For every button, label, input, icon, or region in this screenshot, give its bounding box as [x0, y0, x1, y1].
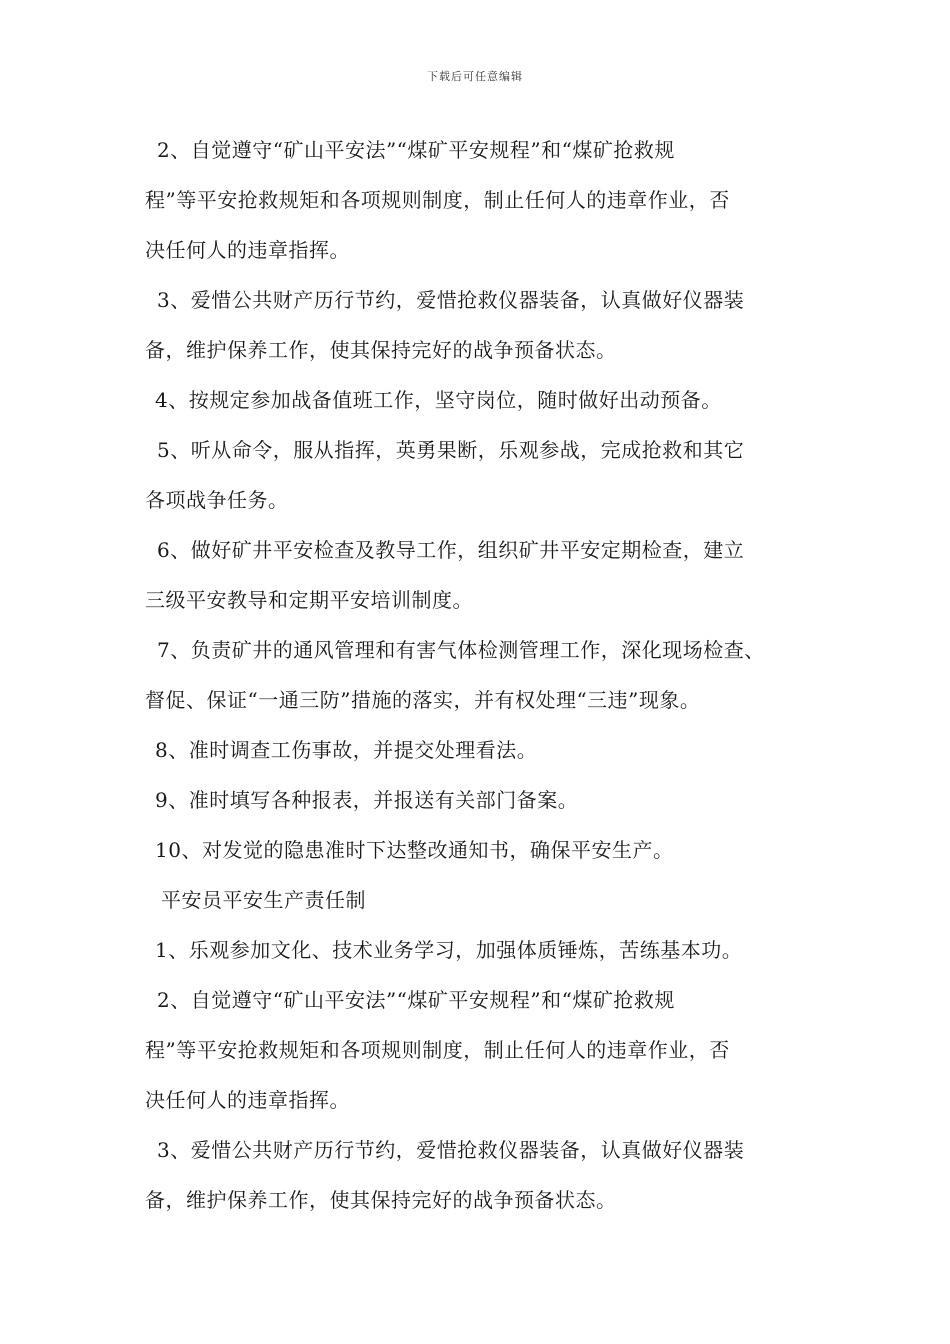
paragraph-line: 程”等平安抢救规矩和各项规则制度，制止任何人的违章作业，否 — [145, 188, 730, 212]
paragraph-line: 4、按规定参加战备值班工作，坚守岗位，随时做好出动预备。 — [155, 388, 722, 412]
paragraph-line: 决任何人的违章指挥。 — [145, 238, 350, 262]
document-body — [145, 125, 825, 1225]
paragraph-line: 2、自觉遵守“矿山平安法”“煤矿平安规程”和“煤矿抢救规 — [157, 988, 675, 1012]
paragraph-line: 决任何人的违章指挥。 — [145, 1088, 350, 1112]
paragraph-line: 9、准时填写各种报表，并报送有关部门备案。 — [155, 788, 579, 812]
paragraph-line: 督促、保证“一通三防”措施的落实，并有权处理“三违”现象。 — [145, 688, 701, 712]
paragraph-line: 10、对发觉的隐患准时下达整改通知书，确保平安生产。 — [155, 838, 674, 862]
paragraph-line: 8、准时调查工伤事故，并提交处理看法。 — [155, 738, 538, 762]
header-note: 下载后可任意编辑 — [427, 70, 523, 83]
paragraph-line: 备，维护保养工作，使其保持完好的战争预备状态。 — [145, 338, 617, 362]
paragraph-line: 6、做好矿井平安检查及教导工作，组织矿井平安定期检查，建立 — [157, 538, 745, 562]
paragraph-line: 3、爱惜公共财产历行节约，爱惜抢救仪器装备，认真做好仪器装 — [157, 1138, 745, 1162]
paragraph-line: 5、听从命令，服从指挥，英勇果断，乐观参战，完成抢救和其它 — [157, 438, 745, 462]
paragraph-line: 备，维护保养工作，使其保持完好的战争预备状态。 — [145, 1188, 617, 1212]
paragraph-line: 1、乐观参加文化、技术业务学习，加强体质锤炼，苦练基本功。 — [155, 938, 743, 962]
paragraph-line: 程”等平安抢救规矩和各项规则制度，制止任何人的违章作业，否 — [145, 1038, 730, 1062]
paragraph-line: 各项战争任务。 — [145, 488, 289, 512]
paragraph-line: 三级平安教导和定期平安培训制度。 — [145, 588, 473, 612]
section-heading: 平安员平安生产责任制 — [161, 888, 366, 912]
paragraph-line: 7、负责矿井的通风管理和有害气体检测管理工作，深化现场检查、 — [157, 638, 765, 662]
paragraph-line: 2、自觉遵守“矿山平安法”“煤矿平安规程”和“煤矿抢救规 — [157, 138, 675, 162]
paragraph-line: 3、爱惜公共财产历行节约，爱惜抢救仪器装备，认真做好仪器装 — [157, 288, 745, 312]
